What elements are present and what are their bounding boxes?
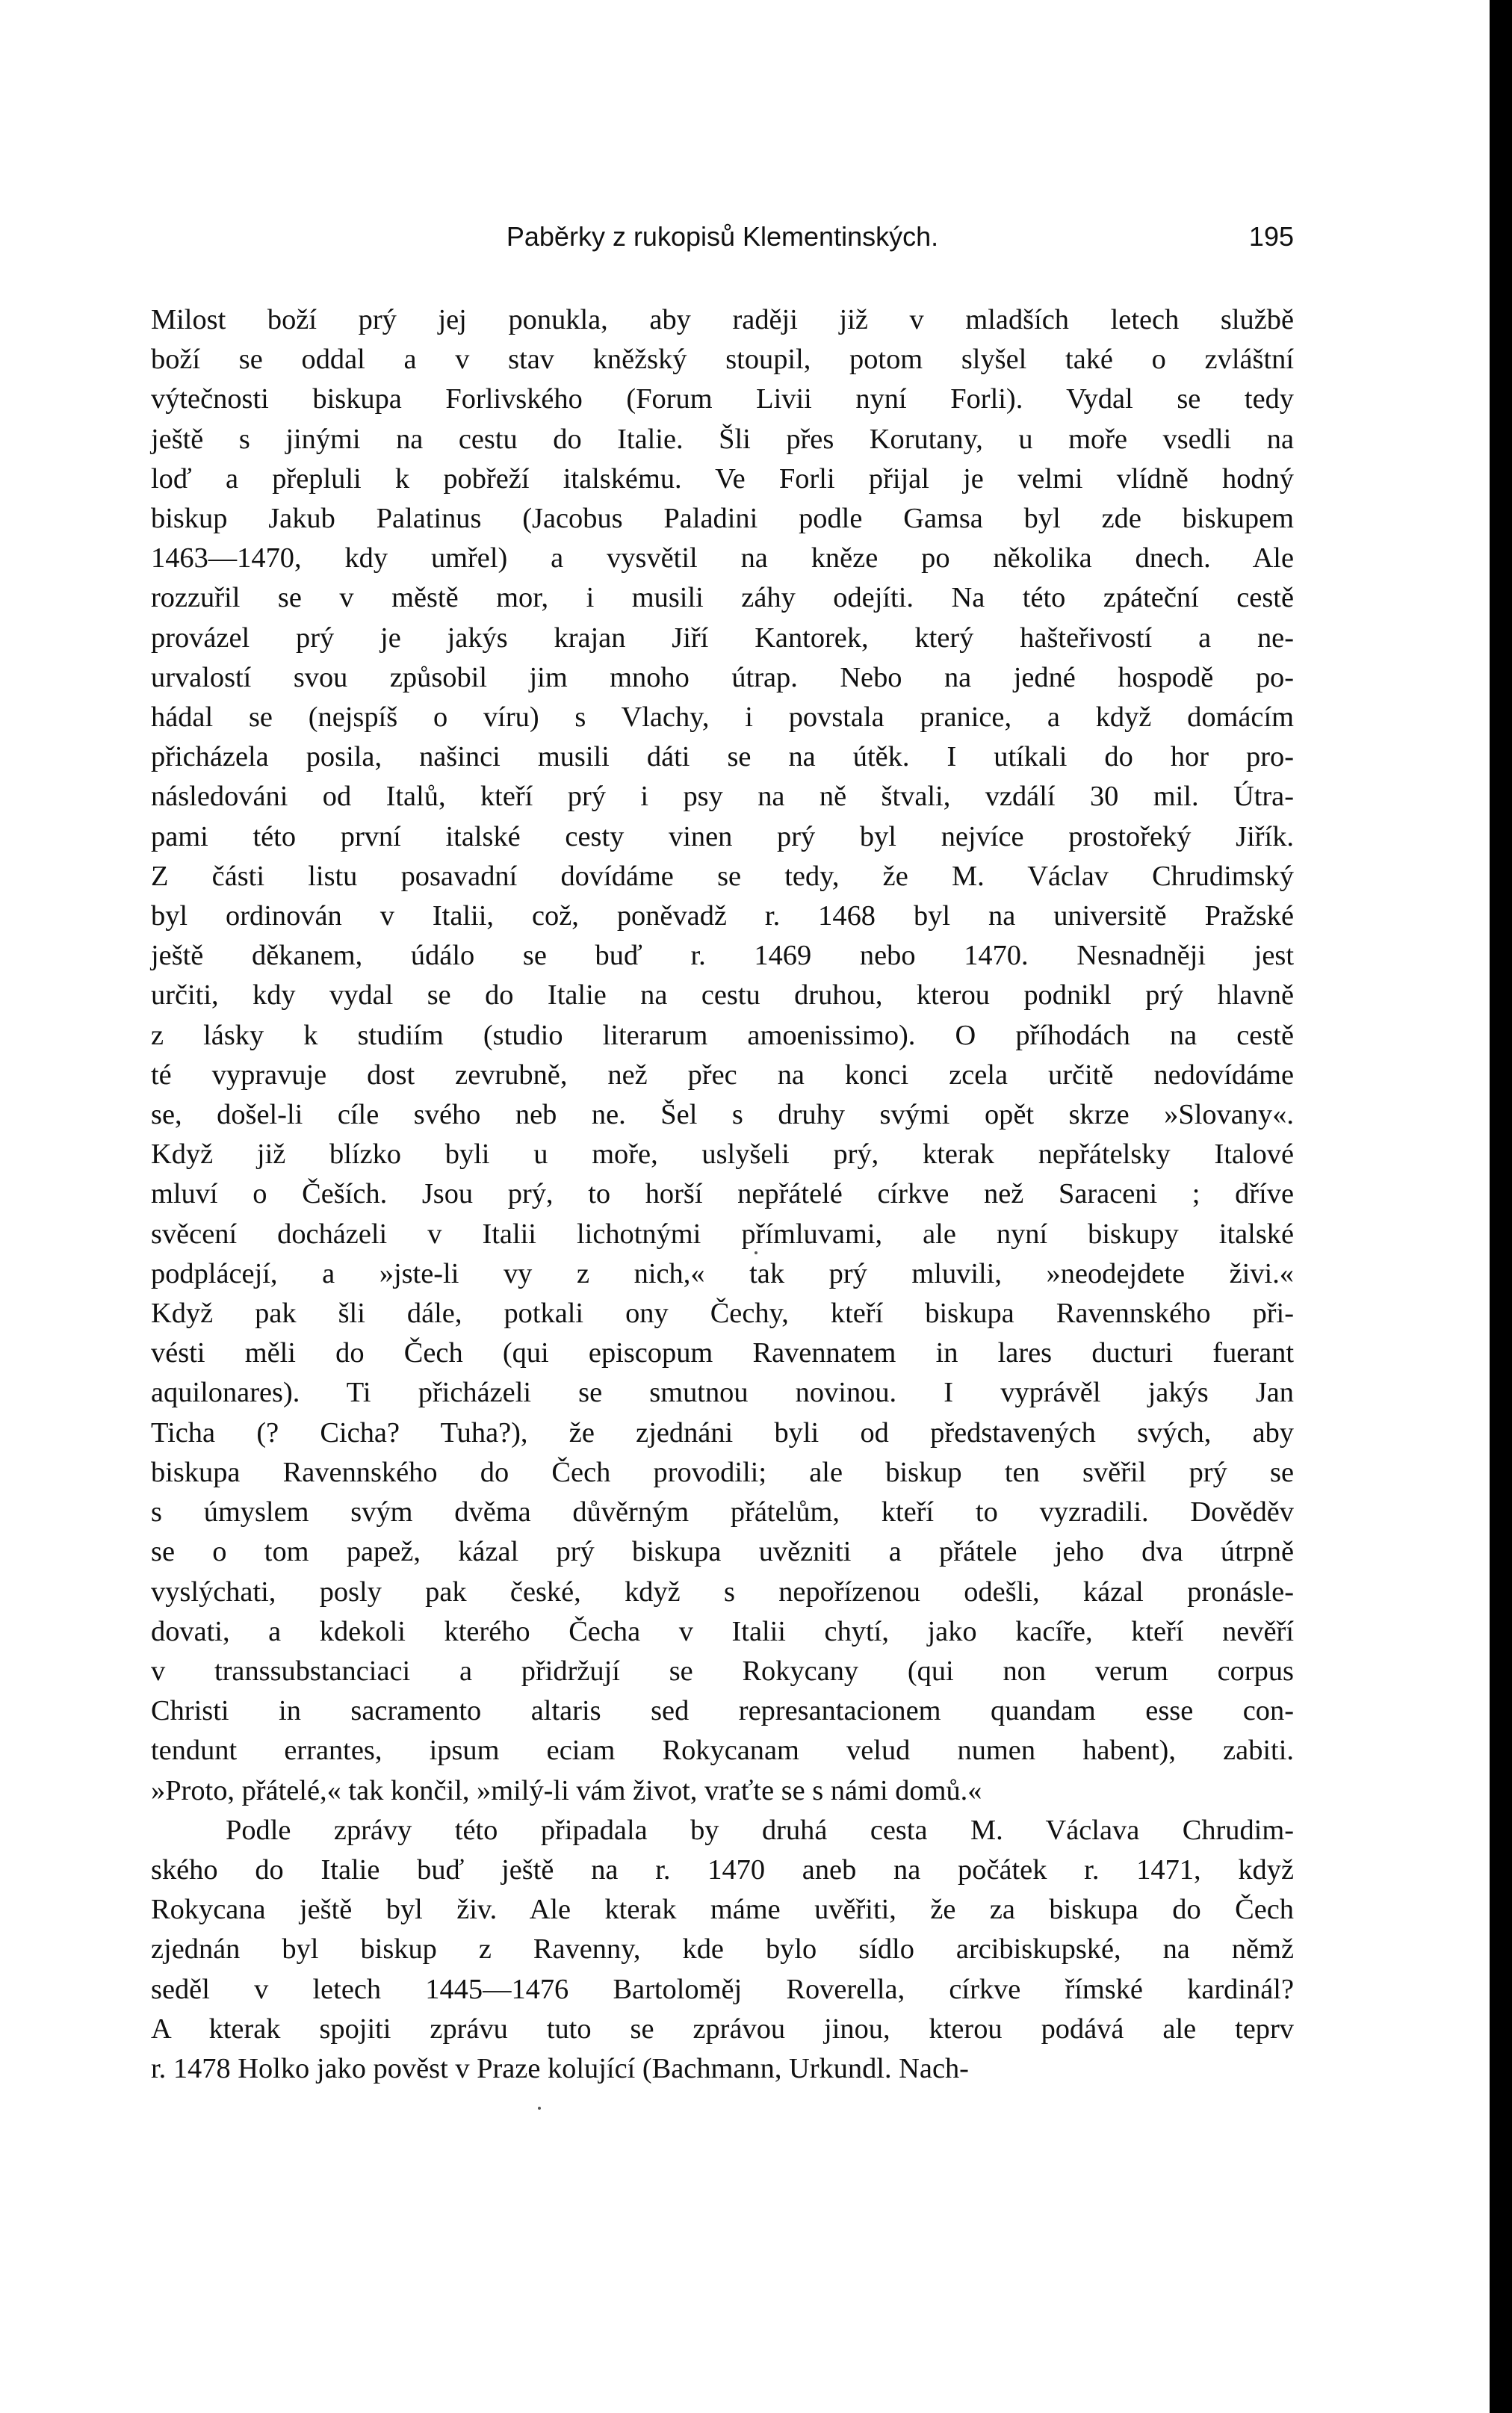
text-line: té vypravuje dost zevrubně, než přec na konci zcela určitě nedovídáme (151, 1059, 1294, 1091)
text-line: svěcení docházeli v Italii lichotnými přímluvami, ale nyní biskupy italské (151, 1218, 1294, 1250)
text-line: boží se oddal a v stav kněžský stoupil, potom slyšel také o zvláštní (151, 344, 1294, 376)
text-line: r. 1478 Holko jako pověst v Praze kolující (Bachmann, Urkundl. Nach- (151, 2052, 969, 2084)
page-number: 195 (1248, 221, 1294, 252)
text-line: loď a přepluli k pobřeží italskému. Ve Forli přijal je velmi vlídně hodný (151, 462, 1294, 495)
scan-speck (538, 2107, 541, 2110)
text-line: »Proto, přátelé,« tak končil, »milý-li vám život, vraťte se s námi domů.« (151, 1774, 982, 1806)
text-line: hádal se (nejspíš o víru) s Vlachy, i povstala pranice, a když domácím (151, 701, 1294, 734)
text-line: seděl v letech 1445—1476 Bartoloměj Roverella, církve římské kardinál? (151, 1973, 1294, 2005)
text-line: biskup Jakub Palatinus (Jacobus Paladini podle Gamsa byl zde biskupem (151, 503, 1294, 535)
text-line: pami této první italské cesty vinen prý byl nejvíce prostořeký Jiřík. (151, 820, 1294, 852)
text-line: Když již blízko byli u moře, uslyšeli prý, kterak nepřátelsky Italové (151, 1139, 1294, 1171)
text-line: vésti měli do Čech (qui episcopum Ravennatem in lares ducturi fuerant (151, 1337, 1294, 1369)
text-line: podplácejí, a »jste-li vy z nich,« tak prý mluvili, »neodejdete živi.« (151, 1257, 1294, 1289)
running-title: Paběrky z rukopisů Klementinských. (506, 221, 939, 252)
running-header (151, 221, 1294, 263)
body-text (151, 300, 1294, 2089)
text-line: byl ordinován v Italii, což, poněvadž r. 1468 byl na universitě Pražské (151, 900, 1294, 932)
text-line: ského do Italie buď ještě na r. 1470 aneb na počátek r. 1471, když (151, 1853, 1294, 1886)
text-line: Když pak šli dále, potkali ony Čechy, kteří biskupa Ravennského při- (151, 1298, 1294, 1330)
text-line: dovati, a kdekoli kterého Čecha v Italii chytí, jako kacíře, kteří nevěří (151, 1615, 1294, 1647)
text-line: určiti, kdy vydal se do Italie na cestu druhou, kterou podnikl prý hlavně (151, 979, 1294, 1012)
text-line: vyslýchati, posly pak české, když s nepořízenou odešli, kázal pronásle- (151, 1576, 1294, 1608)
text-line: následováni od Italů, kteří prý i psy na ně štvali, vzdálí 30 mil. Útra- (151, 781, 1294, 813)
text-line: se, došel-li cíle svého neb ne. Šel s druhy svými opět skrze »Slovany«. (151, 1099, 1294, 1131)
text-line: Rokycana ještě byl živ. Ale kterak máme uvěřiti, že za biskupa do Čech (151, 1894, 1294, 1926)
text-line: zjednán byl biskup z Ravenny, kde bylo sídlo arcibiskupské, na němž (151, 1933, 1294, 1966)
text-line: přicházela posila, našinci musili dáti se na útěk. I utíkali do hor pro- (151, 741, 1294, 773)
text-line: Milost boží prý jej ponukla, aby raději již v mladších letech službě (151, 304, 1294, 335)
text-line: se o tom papež, kázal prý biskupa uvězniti a přátele jeho dva útrpně (151, 1536, 1294, 1568)
text-line: v transsubstanciaci a přidržují se Rokycany (qui non verum corpus (151, 1655, 1294, 1687)
text-line: provázel prý je jakýs krajan Jiří Kantorek, který hašteřivostí a ne- (151, 622, 1294, 654)
text-line: ještě s jinými na cestu do Italie. Šli přes Korutany, u moře vsedli na (151, 423, 1294, 455)
paragraph (151, 1811, 1294, 2089)
text-line: Christi in sacramento altaris sed represantacionem quandam esse con- (151, 1695, 1294, 1727)
text-line: biskupa Ravennského do Čech provodili; ale biskup ten svěřil prý se (151, 1456, 1294, 1488)
text-line: z lásky k studiím (studio literarum amoenissimo). O příhodách na cestě (151, 1019, 1294, 1051)
text-line: urvalostí svou způsobil jim mnoho útrap. Nebo na jedné hospodě po- (151, 661, 1294, 693)
scan-speck (755, 1251, 757, 1254)
text-line: 1463—1470, kdy umřel) a vysvětil na kněze po několika dnech. Ale (151, 542, 1294, 574)
text-line: výtečnosti biskupa Forlivského (Forum Livii nyní Forli). Vydal se tedy (151, 383, 1294, 415)
text-line: mluví o Češích. Jsou prý, to horší nepřátelé církve než Saraceni ; dříve (151, 1178, 1294, 1210)
text-line: Podle zprávy této připadala by druhá cesta M. Václava Chrudim- (226, 1814, 1294, 1846)
text-line: rozzuřil se v městě mor, i musili záhy odejíti. Na této zpáteční cestě (151, 582, 1294, 614)
paragraph (151, 300, 1294, 1811)
text-line: aquilonares). Ti přicházeli se smutnou novinou. I vyprávěl jakýs Jan (151, 1377, 1294, 1409)
text-line: ještě děkanem, údálo se buď r. 1469 nebo 1470. Nesnadněji jest (151, 940, 1294, 972)
text-line: Z části listu posavadní dovídáme se tedy, že M. Václav Chrudimský (151, 860, 1294, 892)
text-line: s úmyslem svým dvěma důvěrným přátelům, kteří to vyzradili. Dověděv (151, 1496, 1294, 1528)
text-line: Ticha (? Cicha? Tuha?), že zjednáni byli od představených svých, aby (151, 1416, 1294, 1449)
text-line: A kterak spojiti zprávu tuto se zprávou jinou, kterou podává ale teprv (151, 2013, 1294, 2045)
text-line: tendunt errantes, ipsum eciam Rokycanam velud numen habent), zabiti. (151, 1735, 1294, 1767)
